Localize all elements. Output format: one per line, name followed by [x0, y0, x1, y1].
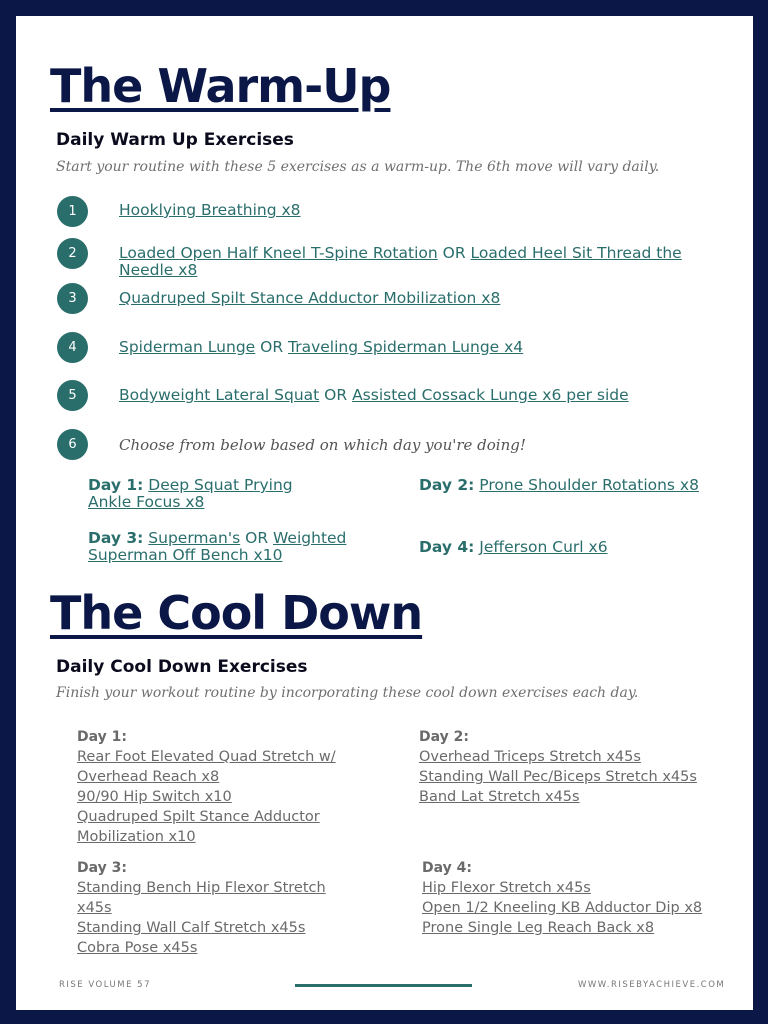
footer-website[interactable]: WWW.RISEBYACHIEVE.COM: [578, 980, 726, 990]
step-5-badge: 5: [57, 380, 88, 411]
warmup-day-1: [88, 477, 318, 511]
cooldown-day-1-line[interactable]: Mobilization x10: [77, 829, 196, 845]
cooldown-day-3-line[interactable]: Cobra Pose x45s: [77, 940, 198, 956]
cooldown-day-1-line[interactable]: 90/90 Hip Switch x10: [77, 789, 232, 805]
cooldown-day-3-line[interactable]: Standing Bench Hip Flexor Stretch: [77, 880, 326, 896]
warmup-day-3-or: OR: [240, 529, 274, 547]
warmup-day-2: [419, 477, 739, 494]
step-5-link-b[interactable]: Assisted Cossack Lunge x6 per side: [352, 386, 629, 404]
warmup-day-4: [419, 539, 739, 556]
cooldown-day-4: [422, 858, 742, 938]
warmup-day-2-link[interactable]: Prone Shoulder Rotations x8: [479, 476, 699, 494]
warmup-day-2-label: Day 2:: [419, 476, 475, 494]
step-2-link-b[interactable]: Loaded Heel Sit Thread the Needle x8: [119, 244, 682, 279]
cooldown-day-1-line[interactable]: Overhead Reach x8: [77, 769, 220, 785]
cooldown-day-2-line[interactable]: Band Lat Stretch x45s: [419, 789, 580, 805]
warmup-day-1-link[interactable]: Deep Squat Prying Ankle Focus x8: [88, 476, 293, 511]
step-5-link-a[interactable]: Bodyweight Lateral Squat: [119, 386, 320, 404]
footer-volume: RISE VOLUME 57: [59, 980, 151, 990]
warmup-subtitle: Daily Warm Up Exercises: [56, 130, 294, 150]
cooldown-day-1-label: Day 1:: [77, 729, 127, 745]
step-6-badge: 6: [57, 429, 88, 460]
step-1-badge: 1: [57, 196, 88, 227]
cooldown-title: The Cool Down: [50, 586, 423, 640]
step-4: [119, 339, 739, 356]
cooldown-day-2-label: Day 2:: [419, 729, 469, 745]
step-4-link-a[interactable]: Spiderman Lunge: [119, 338, 256, 356]
step-3: [119, 290, 739, 307]
cooldown-day-3-line[interactable]: x45s: [77, 900, 112, 916]
step-2-badge: 2: [57, 238, 88, 269]
warmup-day-3: [88, 530, 358, 564]
step-4-link-b[interactable]: Traveling Spiderman Lunge x4: [288, 338, 524, 356]
step-5-or: OR: [319, 386, 353, 404]
step-5: [119, 387, 739, 404]
cooldown-day-2: [419, 727, 739, 807]
step-4-badge: 4: [57, 332, 88, 363]
step-1: [119, 202, 739, 219]
cooldown-day-4-line[interactable]: Hip Flexor Stretch x45s: [422, 880, 591, 896]
warmup-day-3-link-b[interactable]: Weighted Superman Off Bench x10: [88, 529, 347, 564]
step-2: [119, 245, 739, 279]
step-2-link-a[interactable]: Loaded Open Half Kneel T-Spine Rotation: [119, 244, 438, 262]
step-1-link[interactable]: Hooklying Breathing x8: [119, 201, 301, 219]
warmup-title: The Warm-Up: [50, 59, 391, 113]
page: [16, 16, 753, 1010]
warmup-intro: Start your routine with these 5 exercises as a warm-up. The 6th move will vary daily.: [56, 159, 660, 175]
step-3-link[interactable]: Quadruped Spilt Stance Adductor Mobilization x8: [119, 289, 501, 307]
warmup-day-3-label: Day 3:: [88, 529, 144, 547]
cooldown-day-4-label: Day 4:: [422, 860, 472, 876]
step-4-or: OR: [255, 338, 289, 356]
cooldown-intro: Finish your workout routine by incorporating these cool down exercises each day.: [56, 685, 639, 701]
step-3-badge: 3: [57, 283, 88, 314]
cooldown-day-3-line[interactable]: Standing Wall Calf Stretch x45s: [77, 920, 306, 936]
cooldown-day-4-line[interactable]: Prone Single Leg Reach Back x8: [422, 920, 655, 936]
footer-divider: [295, 984, 472, 987]
cooldown-day-3-label: Day 3:: [77, 860, 127, 876]
warmup-day-4-link[interactable]: Jefferson Curl x6: [479, 538, 608, 556]
warmup-day-4-label: Day 4:: [419, 538, 475, 556]
cooldown-day-3: [77, 858, 377, 958]
warmup-day-1-label: Day 1:: [88, 476, 144, 494]
cooldown-subtitle: Daily Cool Down Exercises: [56, 657, 308, 677]
cooldown-day-1-line[interactable]: Quadruped Spilt Stance Adductor: [77, 809, 320, 825]
cooldown-day-1-line[interactable]: Rear Foot Elevated Quad Stretch w/: [77, 749, 336, 765]
step-2-or: OR: [437, 244, 471, 262]
cooldown-day-2-line[interactable]: Overhead Triceps Stretch x45s: [419, 749, 641, 765]
step-6-text: Choose from below based on which day you're doing!: [119, 436, 526, 454]
warmup-day-3-link-a[interactable]: Superman's: [148, 529, 241, 547]
cooldown-day-2-line[interactable]: Standing Wall Pec/Biceps Stretch x45s: [419, 769, 697, 785]
cooldown-day-4-line[interactable]: Open 1/2 Kneeling KB Adductor Dip x8: [422, 900, 703, 916]
cooldown-day-1: [77, 727, 377, 847]
